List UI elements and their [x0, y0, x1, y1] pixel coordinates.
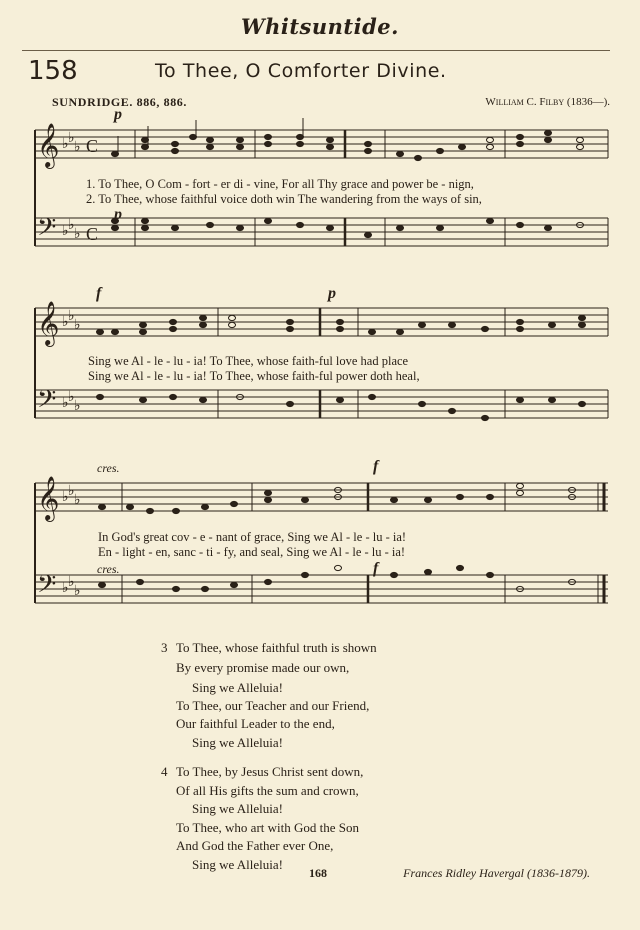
dynamic-marking: p	[114, 106, 122, 123]
svg-text:♭: ♭	[74, 399, 81, 414]
verse-line: Sing we Alleluia!	[192, 857, 283, 872]
lyric-line: Sing we Al - le - lu - ia! To Thee, whose faith-ful love had place	[88, 354, 409, 368]
lyric-line: 2. To Thee, whose faithful voice doth win The wandering from the ways of sin,	[86, 192, 482, 206]
svg-text:𝄞: 𝄞	[37, 478, 60, 520]
svg-text:𝄢: 𝄢	[37, 386, 57, 419]
page-number: 168	[309, 866, 327, 880]
verse-line: Our faithful Leader to the end,	[176, 716, 335, 731]
hymn-number: 158	[28, 56, 78, 86]
section-title: Whitsuntide.	[241, 14, 399, 39]
svg-text:♭: ♭	[68, 575, 75, 590]
lyric-line: In God's great cov - e - nant of grace, Sing we Al - le - lu - ia!	[98, 530, 407, 544]
svg-text:♭: ♭	[68, 131, 75, 146]
lyric-line: En - light - en, sanc - ti - fy, and seal, Sing we Al - le - lu - ia!	[98, 545, 406, 559]
svg-text:𝄢: 𝄢	[37, 571, 57, 604]
svg-text:C: C	[86, 224, 99, 244]
verse-number: 4	[161, 764, 168, 779]
svg-text:C: C	[86, 136, 99, 156]
hymn-title: To Thee, O Comforter Divine.	[155, 60, 447, 82]
svg-text:♭: ♭	[68, 484, 75, 499]
svg-text:♭: ♭	[62, 224, 69, 239]
svg-text:♭: ♭	[62, 581, 69, 596]
svg-text:♭: ♭	[68, 218, 75, 233]
verse-line: Sing we Alleluia!	[192, 735, 283, 750]
svg-text:♭: ♭	[74, 140, 81, 155]
dynamic-marking: f	[373, 560, 379, 577]
svg-text:♭: ♭	[62, 490, 69, 505]
svg-text:♭: ♭	[74, 584, 81, 599]
svg-text:♭: ♭	[74, 493, 81, 508]
verse-line: Sing we Alleluia!	[192, 680, 283, 695]
dynamic-marking: cres.	[97, 461, 120, 475]
verse-number: 3	[161, 640, 168, 655]
header-rule	[22, 50, 610, 51]
svg-text:♭: ♭	[62, 315, 69, 330]
dynamic-marking: p	[328, 285, 336, 302]
lyric-line: 1. To Thee, O Com - fort - er di - vine, For all Thy grace and power be - nign,	[86, 177, 474, 191]
tune-name: SUNDRIDGE. 886, 886.	[52, 95, 188, 109]
svg-text:𝄞: 𝄞	[37, 303, 60, 345]
verse-line: Of all His gifts the sum and crown,	[176, 783, 359, 798]
verse-line: Sing we Alleluia!	[192, 801, 283, 816]
verse-line: To Thee, whose faithful truth is shown	[176, 640, 377, 655]
svg-text:𝄢: 𝄢	[37, 214, 57, 247]
svg-text:♭: ♭	[62, 396, 69, 411]
verse-line: To Thee, who art with God the Son	[176, 820, 359, 835]
dynamic-marking: f	[96, 285, 102, 302]
dynamic-marking: p	[114, 206, 122, 223]
verse-line: To Thee, by Jesus Christ sent down,	[176, 764, 364, 779]
verse-line: And God the Father ever One,	[176, 838, 334, 853]
dynamic-marking: f	[373, 458, 379, 475]
svg-text:♭: ♭	[74, 318, 81, 333]
svg-text:♭: ♭	[68, 309, 75, 324]
svg-text:𝄞: 𝄞	[37, 125, 60, 167]
lyric-line: Sing we Al - le - lu - ia! To Thee, whose faith-ful power doth heal,	[88, 369, 420, 383]
svg-text:♭: ♭	[74, 227, 81, 242]
verse-line: By every promise made our own,	[176, 660, 350, 675]
verse-line: To Thee, our Teacher and our Friend,	[176, 698, 370, 713]
dynamic-marking: cres.	[97, 562, 120, 576]
svg-text:♭: ♭	[62, 137, 69, 152]
author-credit: Frances Ridley Havergal (1836-1879).	[403, 866, 590, 880]
composer: William C. Filby (1836—).	[485, 96, 610, 108]
svg-text:♭: ♭	[68, 390, 75, 405]
